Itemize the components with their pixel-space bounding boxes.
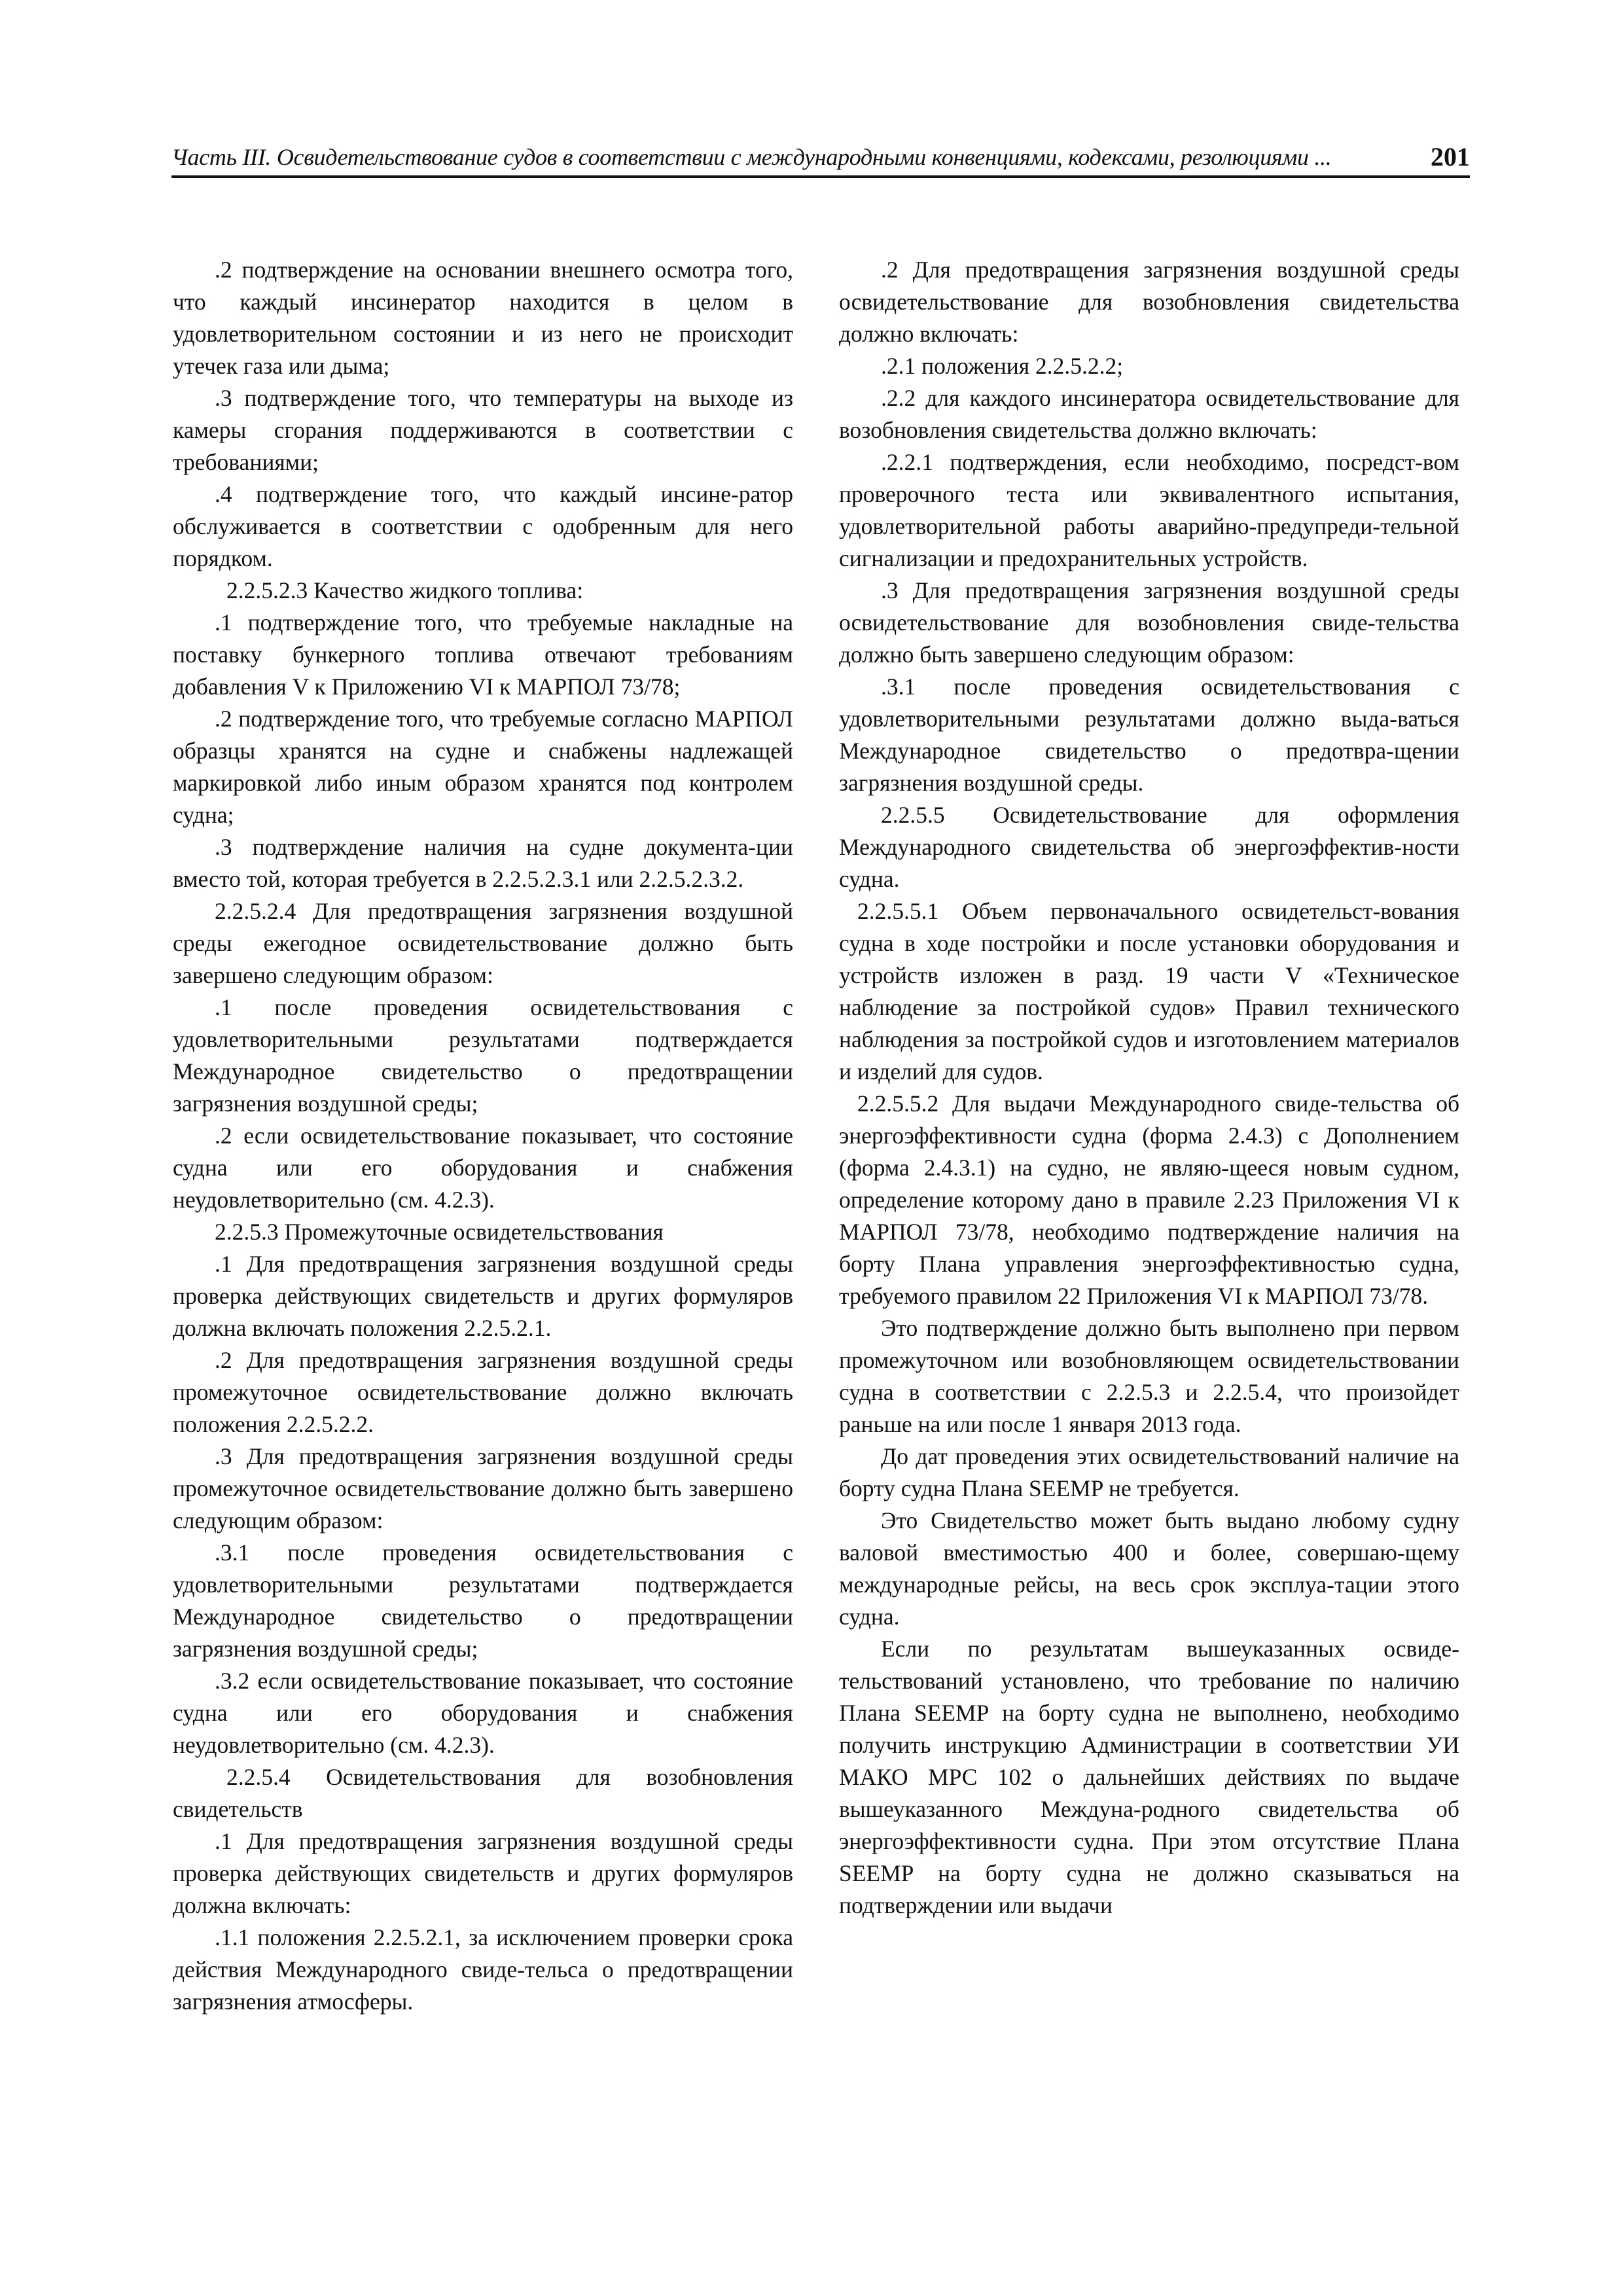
paragraph: .2.2 для каждого инсинератора освидетельствование для возобновления свидетельства должно включать: <box>839 385 1459 443</box>
running-header <box>171 140 1470 178</box>
right-text-column <box>839 254 1459 2100</box>
paragraph: .3 подтверждение того, что температуры на выходе из камеры сгорания поддерживаются в соответствии с требованиями; <box>173 385 793 475</box>
paragraph: .1 Для предотвращения загрязнения воздушной среды проверка действующих свидетельств и других формуляров должна включать положения 2.2.5.2.1. <box>173 1251 793 1341</box>
section-heading: 2.2.5.2.3 Качество жидкого топлива: <box>226 577 584 603</box>
paragraph: .2 Для предотвращения загрязнения воздушной среды промежуточное освидетельствование должно включать положения 2.2.5.2.2. <box>173 1347 793 1437</box>
paragraph: .2 Для предотвращения загрязнения воздушной среды освидетельствование для возобновления свидетельства должно включать: <box>839 257 1459 347</box>
paragraph: .2.1 положения 2.2.5.2.2; <box>881 353 1124 379</box>
paragraph: .3 подтверждение наличия на судне документа-ции вместо той, которая требуется в 2.2.5.2.3.1 или 2.2.5.2.3.2. <box>173 834 793 892</box>
paragraph: 2.2.5.2.4 Для предотвращения загрязнения воздушной среды ежегодное освидетельствование должно быть завершено следующим образом: <box>173 898 793 988</box>
paragraph: 2.2.5.5.2 Для выдачи Международного свиде-тельства об энергоэффективности судна (форма 2.4.3) с Дополнением (форма 2.4.3.1) на судно, не являю-щееся новым судном, определение которому дано в правиле 2.23 Приложения VI к МАРПОЛ 73/78, необходимо подтверждение наличия на борту Плана управления энергоэффективностью судна, требуемого правилом 22 Приложения VI к МАРПОЛ 73/78. <box>839 1090 1459 1309</box>
paragraph: .2 если освидетельствование показывает, что состояние судна или его оборудования и снабжения неудовлетворительно (см. 4.2.3). <box>173 1122 793 1213</box>
paragraph: .1 после проведения освидетельствования с удовлетворительными результатами подтверждается Международное свидетельство о предотвращении загрязнения воздушной среды; <box>173 994 793 1117</box>
section-heading: 2.2.5.3 Промежуточные освидетельствования <box>215 1219 664 1245</box>
paragraph: .3 Для предотвращения загрязнения воздушной среды промежуточное освидетельствование должно быть завершено следующим образом: <box>173 1443 793 1534</box>
running-header-title: Часть III. Освидетельствование судов в соответствии с международными конвенциями, кодексами, резолюциями ... <box>171 144 1332 170</box>
paragraph: .4 подтверждение того, что каждый инсине-ратор обслуживается в соответствии с одобренным для него порядком. <box>173 481 793 571</box>
paragraph: .1 подтверждение того, что требуемые накладные на поставку бункерного топлива отвечают требованиям добавления V к Приложению VI к МАРПОЛ 73/78; <box>173 609 793 700</box>
paragraph: .1.1 положения 2.2.5.2.1, за исключением проверки срока действия Международного свиде-тельса о предотвращении загрязнения атмосферы. <box>173 1924 793 2015</box>
paragraph: .3.1 после проведения освидетельствования с удовлетворительными результатами подтверждается Международное свидетельство о предотвращении загрязнения воздушной среды; <box>173 1539 793 1662</box>
page-number: 201 <box>1431 142 1470 171</box>
paragraph: До дат проведения этих освидетельствований наличие на борту судна Плана SEEMP не требуется. <box>839 1443 1459 1501</box>
paragraph: .1 Для предотвращения загрязнения воздушной среды проверка действующих свидетельств и других формуляров должна включать: <box>173 1828 793 1918</box>
paragraph: .2 подтверждение того, что требуемые согласно МАРПОЛ образцы хранятся на судне и снабжены надлежащей маркировкой либо иным образом хранятся под контролем судна; <box>173 706 793 828</box>
paragraph: Если по результатам вышеуказанных освиде-тельствований установлено, что требование по наличию Плана SEEMP на борту судна не выполнено, необходимо получить инструкцию Администрации в соответствии УИ МАКО МРС 102 о дальнейших действиях по выдаче вышеуказанного Междуна-родного свидетельства об энергоэффективности судна. При этом отсутствие Плана SEEMP на борту судна не должно сказываться на подтверждении или выдачи <box>839 1636 1459 1918</box>
paragraph: .3.1 после проведения освидетельствования с удовлетворительными результатами должно выда-ваться Международное свидетельство о предотвра-щении загрязнения воздушной среды. <box>839 673 1459 796</box>
paragraph: .2 подтверждение на основании внешнего осмотра того, что каждый инсинератор находится в целом в удовлетворительном состоянии и из него не происходит утечек газа или дыма; <box>173 257 793 379</box>
section-heading: 2.2.5.4 Освидетельствования для возобновления свидетельств <box>173 1764 793 1822</box>
paragraph: .3.2 если освидетельствование показывает, что состояние судна или его оборудования и снабжения неудовлетворительно (см. 4.2.3). <box>173 1668 793 1758</box>
section-heading: 2.2.5.5 Освидетельствование для оформления Международного свидетельства об энергоэффектив-ности судна. <box>839 802 1459 892</box>
paragraph: .3 Для предотвращения загрязнения воздушной среды освидетельствование для возобновления свиде-тельства должно быть завершено следующим образом: <box>839 577 1459 668</box>
paragraph: 2.2.5.5.1 Объем первоначального освидетельст-вования судна в ходе постройки и после установки оборудования и устройств изложен в разд. 19 части V «Техническое наблюдение за постройкой судов» Правил технического наблюдения за постройкой судов и изготовлением материалов и изделий для судов. <box>839 898 1459 1085</box>
left-text-column <box>173 254 793 2100</box>
paragraph: Это Свидетельство может быть выдано любому судну валовой вместимостью 400 и более, совершаю-щему международные рейсы, на весь срок эксплуа-тации этого судна. <box>839 1507 1459 1630</box>
paragraph: .2.2.1 подтверждения, если необходимо, посредст-вом проверочного теста или эквивалентного испытания, удовлетворительной работы аварийно-предупреди-тельной сигнализации и предохранительных устройств. <box>839 449 1459 571</box>
paragraph: Это подтверждение должно быть выполнено при первом промежуточном или возобновляющем освидетельствовании судна в соответствии с 2.2.5.3 и 2.2.5.4, что произойдет раньше на или после 1 января 2013 года. <box>839 1315 1459 1437</box>
